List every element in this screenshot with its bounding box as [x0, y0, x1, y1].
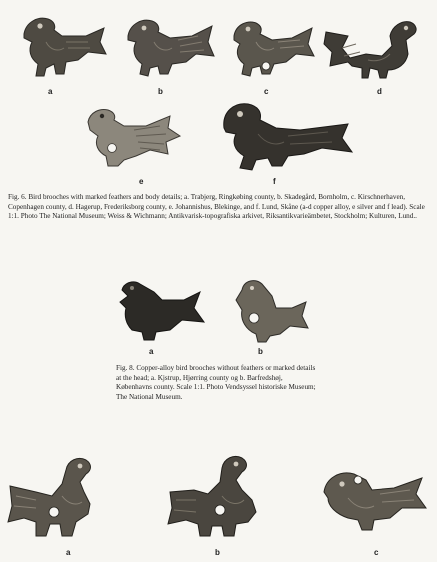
- bird-brooch-image-bottom-c: [318, 462, 430, 536]
- label-6e: e: [139, 177, 144, 186]
- label-6d: d: [377, 87, 382, 96]
- bird-brooch-image-8b: [232, 276, 312, 346]
- bird-brooch-image-6a: [16, 12, 108, 82]
- label-6c: c: [264, 87, 269, 96]
- label-bottom-a: a: [66, 548, 71, 557]
- label-6f: f: [273, 177, 276, 186]
- label-8a: a: [149, 347, 154, 356]
- label-bottom-b: b: [215, 548, 220, 557]
- bird-brooch-image-bottom-b: [164, 452, 284, 544]
- figure-6-caption: Fig. 6. Bird brooches with marked feathers and body details; a. Trabjerg, Ringkøbing county, b. Skadegård, Bornholm, c. Kirschnerhaven, Copenhagen county, d. Hagerup, Frederiksborg county, e. Johannishus, Blekinge, and f. Lund, Skåne (a-d copper alloy, e silver and f lead). Scale 1:1. Photo The National Museum; Weiss & Wichmann; Antikvarisk-topografiska arkivet, Riksantikvarieämbetet, Stockholm; Kulturen, Lund..: [8, 193, 425, 221]
- label-8b: b: [258, 347, 263, 356]
- bird-brooch-image-6b: [122, 12, 217, 82]
- bird-brooch-image-bottom-a: [6, 452, 128, 544]
- bird-brooch-image-6e: [84, 104, 184, 172]
- bird-brooch-image-6c: [226, 14, 316, 82]
- label-6a: a: [48, 87, 53, 96]
- label-6b: b: [158, 87, 163, 96]
- bird-brooch-image-8a: [110, 278, 206, 344]
- label-bottom-c: c: [374, 548, 379, 557]
- bird-brooch-image-6d: [322, 14, 420, 84]
- bird-brooch-image-6f: [218, 98, 356, 176]
- figure-8-caption: Fig. 8. Copper-alloy bird brooches without feathers or marked details at the head; a. Kjstrup, Hjørring county og b. Barfredshøj, Københavns county. Scale 1:1. Photo Vendsyssel historiske Museum; The National Museum.: [116, 364, 316, 401]
